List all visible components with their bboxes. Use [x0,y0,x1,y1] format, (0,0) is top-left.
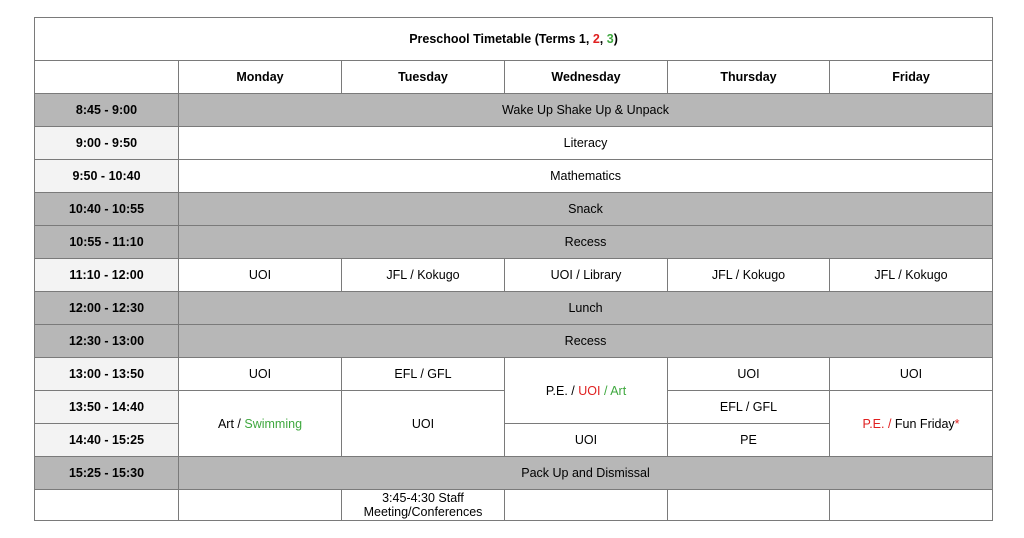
title-term-3: 3 [606,32,614,46]
cell-friday-1110: JFL / Kokugo [830,259,993,292]
table-row [35,457,993,490]
time-cell: 15:25 - 15:30 [35,457,179,490]
mon-art-text: Art / [217,416,245,431]
table-row [35,94,993,127]
table-row [35,160,993,193]
notes-empty [179,490,342,521]
cell-friday-1300: UOI [830,358,993,391]
header-corner [35,61,179,94]
time-cell: 13:00 - 13:50 [35,358,179,391]
cell-wednesday-1440: UOI [505,424,668,457]
time-cell: 10:55 - 11:10 [35,226,179,259]
title-sep: , [599,32,607,46]
cell-thursday-1110: JFL / Kokugo [668,259,830,292]
notes-empty [830,490,993,521]
wed-uoi-text: UOI [578,383,601,398]
time-cell: 13:50 - 14:40 [35,391,179,424]
table-row [35,325,993,358]
fri-asterisk: * [954,416,960,431]
block-mathematics: Mathematics [179,160,993,193]
time-cell: 9:00 - 9:50 [35,127,179,160]
time-cell: 12:30 - 13:00 [35,325,179,358]
time-cell: 14:40 - 15:25 [35,424,179,457]
table-row [35,226,993,259]
title-suffix: ) [613,32,618,46]
header-friday: Friday [830,61,993,94]
cell-wednesday-pe [505,358,668,424]
cell-tuesday-uoi: UOI [342,391,505,457]
block-recess: Recess [179,226,993,259]
header-tuesday: Tuesday [342,61,505,94]
note-tuesday-staff-meeting: 3:45-4:30 Staff Meeting/Conferences [342,490,505,521]
cell-tuesday-1110: JFL / Kokugo [342,259,505,292]
block-literacy: Literacy [179,127,993,160]
notes-empty [505,490,668,521]
timetable-title [35,18,993,61]
time-cell: 9:50 - 10:40 [35,160,179,193]
cell-monday-1110: UOI [179,259,342,292]
block-wake-up: Wake Up Shake Up & Unpack [179,94,993,127]
table-row [35,127,993,160]
time-cell: 11:10 - 12:00 [35,259,179,292]
fri-fun-friday-text: Fun Friday [894,416,955,431]
cell-monday-art [179,391,342,457]
table-row [35,292,993,325]
title-term-2: 2 [592,32,600,46]
time-cell: 10:40 - 10:55 [35,193,179,226]
wed-art-text: / Art [600,383,627,398]
wed-pe-text: P.E. / [545,383,579,398]
header-monday: Monday [179,61,342,94]
time-cell: 12:00 - 12:30 [35,292,179,325]
preschool-timetable [34,17,993,521]
notes-empty [35,490,179,521]
cell-monday-1300: UOI [179,358,342,391]
block-lunch: Lunch [179,292,993,325]
table-row [35,193,993,226]
cell-thursday-1440: PE [668,424,830,457]
time-cell: 8:45 - 9:00 [35,94,179,127]
title-prefix: Preschool Timetable (Terms 1, [409,32,593,46]
table-row [35,259,993,292]
header-thursday: Thursday [668,61,830,94]
table-row [35,358,993,391]
cell-thursday-1350: EFL / GFL [668,391,830,424]
block-pack-up: Pack Up and Dismissal [179,457,993,490]
mon-swimming-text: Swimming [244,416,303,431]
notes-row [35,490,993,521]
cell-tuesday-1300: EFL / GFL [342,358,505,391]
fri-pe-text: P.E. / [862,416,895,431]
cell-friday-pe [830,391,993,457]
cell-wednesday-1110: UOI / Library [505,259,668,292]
block-recess: Recess [179,325,993,358]
header-wednesday: Wednesday [505,61,668,94]
notes-empty [668,490,830,521]
block-snack: Snack [179,193,993,226]
cell-thursday-1300: UOI [668,358,830,391]
